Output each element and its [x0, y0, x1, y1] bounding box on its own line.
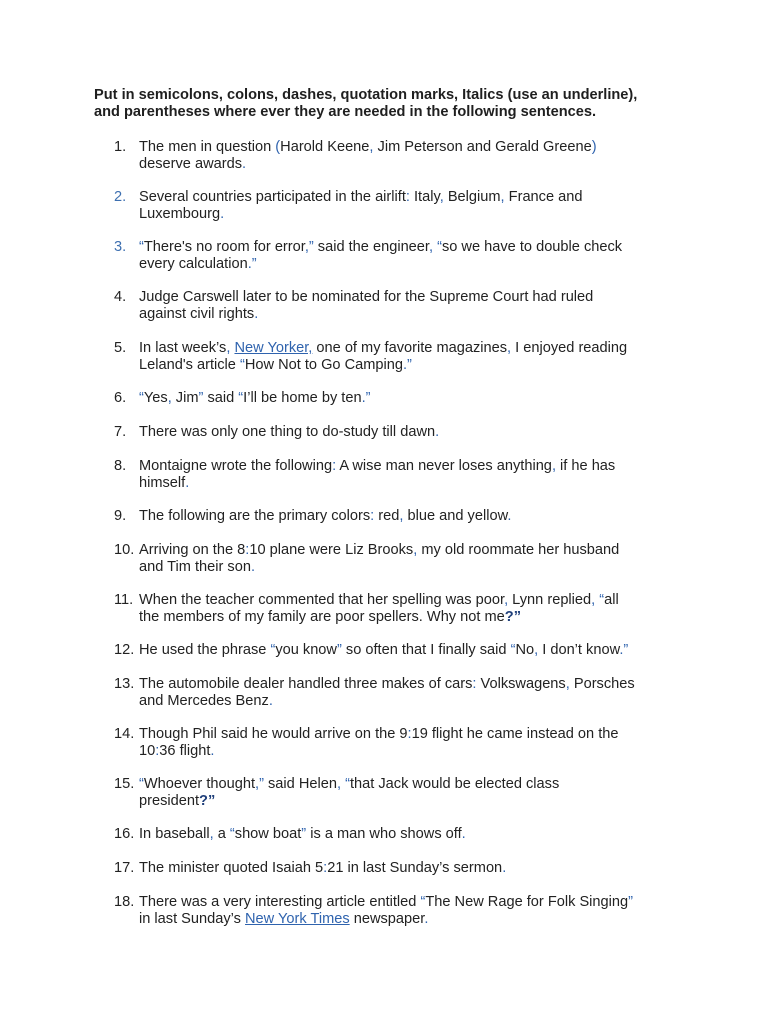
inserted-punctuation: ?”: [199, 793, 216, 809]
inserted-punctuation: ,: [209, 826, 214, 842]
sentence-text: In baseball: [139, 826, 210, 842]
sentence-text: France and: [504, 189, 583, 205]
sentence-line: [139, 239, 679, 256]
item-sentence: [139, 289, 679, 323]
sentence-text: Jim: [171, 390, 199, 406]
sentence-text: deserve awards: [139, 156, 243, 172]
sentence-text: all: [604, 592, 619, 608]
sentence-text: Arriving on the 8: [139, 542, 246, 558]
sentence-text: There was a very interesting article entitled: [139, 894, 421, 910]
inserted-punctuation: .: [435, 424, 440, 440]
sentence-text: said: [203, 390, 239, 406]
item-sentence: [139, 189, 679, 223]
sentence-text: Porsches: [569, 676, 635, 692]
sentence-text: 36 flight: [159, 743, 211, 759]
item-number: 15.: [114, 776, 135, 792]
inserted-punctuation: ,: [439, 189, 444, 205]
item-sentence: [139, 642, 679, 659]
sentence-text: The following are the primary colors: [139, 508, 371, 524]
sentence-text: Harold Keene: [280, 139, 370, 155]
sentence-text: that Jack would be elected class: [349, 776, 560, 792]
inserted-punctuation: “: [345, 776, 350, 792]
inserted-punctuation: .: [210, 743, 215, 759]
sentence-text: No: [515, 642, 535, 658]
inserted-punctuation: :: [407, 726, 412, 742]
inserted-punctuation: .: [461, 826, 466, 842]
inserted-punctuation: ”: [628, 894, 634, 910]
sentence-text: Montaigne wrote the following: [139, 458, 333, 474]
sentence-text: Though Phil said he would arrive on the 9: [139, 726, 408, 742]
sentence-text: How Not to Go Camping: [244, 357, 403, 373]
inserted-punctuation: ,: [500, 189, 505, 205]
sentence-line: [139, 458, 679, 475]
sentence-text: I enjoyed reading: [511, 340, 628, 356]
sentence-text: Yes: [143, 390, 168, 406]
inserted-punctuation: “: [599, 592, 605, 608]
sentence-text: I’ll be home by ten: [243, 390, 362, 406]
item-number: 12.: [114, 642, 135, 658]
sentence-text: Luxembourg: [139, 206, 221, 222]
instructions-line: and parentheses where ever they are needed in the following sentences.: [94, 104, 597, 120]
item-number: 7.: [114, 424, 127, 440]
sentence-text: I don’t know: [538, 642, 620, 658]
item-number: 4.: [114, 289, 127, 305]
inserted-punctuation: ,: [591, 592, 596, 608]
sentence-text: Several countries participated in the airlift: [139, 189, 406, 205]
inserted-punctuation: .: [220, 206, 225, 222]
sentence-text: Belgium: [443, 189, 501, 205]
instructions-line: Put in semicolons, colons, dashes, quotation marks, Italics (use an underline),: [94, 87, 638, 103]
sentence-line: [139, 475, 679, 492]
sentence-line: [139, 206, 679, 223]
inserted-punctuation: :: [405, 189, 410, 205]
sentence-line: [139, 390, 679, 407]
item-sentence: [139, 424, 679, 441]
inserted-punctuation: ,: [551, 458, 556, 474]
sentence-line: [139, 860, 679, 877]
sentence-text: you know: [275, 642, 337, 658]
sentence-line: [139, 139, 679, 156]
item-number: 2.: [114, 189, 127, 205]
item-sentence: [139, 542, 679, 576]
sentence-text: The automobile dealer handled three makes of cars: [139, 676, 473, 692]
sentence-text: Judge Carswell later to be nominated for the Supreme Court had ruled: [139, 289, 594, 305]
sentence-text: A wise man never loses anything: [336, 458, 552, 474]
underlined-title: New Yorker,: [234, 340, 313, 356]
sentence-line: [139, 693, 679, 710]
inserted-punctuation: .: [242, 156, 247, 172]
sentence-text: the members of my family are poor spellers. Why not me: [139, 609, 505, 625]
sentence-text: blue and yellow: [403, 508, 508, 524]
item-number: 13.: [114, 676, 135, 692]
item-number: 3.: [114, 239, 127, 255]
sentence-text: Jim Peterson and Gerald Greene: [373, 139, 592, 155]
item-sentence: [139, 860, 679, 877]
sentence-text: show boat: [234, 826, 302, 842]
sentence-line: [139, 189, 679, 206]
sentence-text: my old roommate her husband: [417, 542, 620, 558]
inserted-punctuation: :: [370, 508, 375, 524]
sentence-text: and Tim their son: [139, 559, 251, 575]
sentence-text: newspaper: [349, 911, 425, 927]
inserted-punctuation: .: [424, 911, 429, 927]
sentence-text: every calculation: [139, 256, 248, 272]
item-number: 6.: [114, 390, 127, 406]
inserted-punctuation: “: [139, 390, 144, 406]
sentence-text: 10 plane were Liz Brooks: [249, 542, 414, 558]
sentence-text: president: [139, 793, 200, 809]
inserted-punctuation: .: [250, 559, 256, 575]
sentence-line: [139, 424, 679, 441]
sentence-line: [139, 743, 679, 760]
item-sentence: [139, 894, 679, 928]
item-sentence: [139, 390, 679, 407]
sentence-text: When the teacher commented that her spelling was poor: [139, 592, 505, 608]
sentence-line: [139, 340, 679, 357]
sentence-line: [139, 826, 679, 843]
inserted-punctuation: .: [502, 860, 507, 876]
sentence-line: [139, 542, 679, 559]
sentence-text: The New Rage for Folk Singing: [425, 894, 629, 910]
sentence-text: said the engineer: [313, 239, 429, 255]
sentence-text: if he has: [556, 458, 616, 474]
inserted-punctuation: .”: [403, 357, 412, 373]
sentence-text: Leland's article: [139, 357, 240, 373]
inserted-punctuation: :: [323, 860, 328, 876]
item-number: 17.: [114, 860, 135, 876]
sentence-text: himself: [139, 475, 186, 491]
sentence-text: There was only one thing to do-study till dawn: [139, 424, 436, 440]
instructions: [94, 87, 694, 121]
sentence-text: 19 flight he came instead on the: [411, 726, 619, 742]
inserted-punctuation: ,: [507, 340, 512, 356]
inserted-punctuation: ”: [336, 642, 342, 658]
item-sentence: [139, 776, 679, 810]
inserted-punctuation: ,: [413, 542, 418, 558]
sentence-text: so we have to double check: [441, 239, 623, 255]
inserted-punctuation: :: [155, 743, 160, 759]
inserted-punctuation: ”: [198, 390, 204, 406]
sentence-text: The men in question: [139, 139, 276, 155]
inserted-punctuation: ”: [301, 826, 307, 842]
item-sentence: [139, 508, 679, 525]
inserted-punctuation: ,: [565, 676, 570, 692]
item-number: 1.: [114, 139, 127, 155]
inserted-punctuation: ,: [369, 139, 374, 155]
item-number: 10.: [114, 542, 135, 558]
sentence-text: 21 in last Sunday’s sermon: [327, 860, 503, 876]
sentence-line: [139, 776, 679, 793]
inserted-punctuation: ,: [428, 239, 434, 255]
sentence-text: Volkswagens: [476, 676, 566, 692]
inserted-punctuation: :: [472, 676, 477, 692]
inserted-punctuation: .”: [361, 390, 371, 406]
sentence-text: against civil rights: [139, 306, 255, 322]
item-number: 8.: [114, 458, 127, 474]
sentence-line: [139, 508, 679, 525]
sentence-line: [139, 306, 679, 323]
inserted-punctuation: “: [139, 776, 144, 792]
sentence-text: He used the phrase: [139, 642, 271, 658]
inserted-punctuation: .: [254, 306, 259, 322]
inserted-punctuation: “: [420, 894, 426, 910]
inserted-punctuation: “: [139, 239, 144, 255]
sentence-line: [139, 156, 679, 173]
inserted-punctuation: ,: [167, 390, 172, 406]
item-sentence: [139, 726, 679, 760]
sentence-text: red: [374, 508, 400, 524]
item-sentence: [139, 676, 679, 710]
inserted-punctuation: ,”: [304, 239, 314, 255]
inserted-punctuation: .: [185, 475, 190, 491]
sentence-line: [139, 592, 679, 609]
sentence-line: [139, 357, 679, 374]
sentence-text: Whoever thought: [143, 776, 256, 792]
item-sentence: [139, 340, 679, 374]
item-sentence: [139, 592, 679, 626]
sentence-text: In last week’s: [139, 340, 227, 356]
inserted-punctuation: “: [437, 239, 442, 255]
inserted-punctuation: :: [332, 458, 337, 474]
item-number: 16.: [114, 826, 135, 842]
inserted-punctuation: .”: [619, 642, 629, 658]
inserted-punctuation: ,: [336, 776, 342, 792]
inserted-punctuation: :: [245, 542, 250, 558]
sentence-text: and Mercedes Benz: [139, 693, 269, 709]
item-number: 14.: [114, 726, 135, 742]
item-number: 11.: [114, 592, 134, 608]
inserted-punctuation: “: [229, 826, 235, 842]
inserted-punctuation: ,: [504, 592, 509, 608]
item-sentence: [139, 458, 679, 492]
item-number: 9.: [114, 508, 127, 524]
inserted-punctuation: .: [268, 693, 273, 709]
inserted-punctuation: (: [275, 139, 281, 155]
inserted-punctuation: “: [510, 642, 516, 658]
sentence-text: one of my favorite magazines: [312, 340, 508, 356]
sentence-text: Lynn replied: [508, 592, 592, 608]
sentence-line: [139, 676, 679, 693]
sentence-line: [139, 911, 679, 928]
sentence-line: [139, 726, 679, 743]
inserted-punctuation: ): [591, 139, 597, 155]
sentence-line: [139, 894, 679, 911]
item-number: 18.: [114, 894, 135, 910]
inserted-punctuation: “: [238, 390, 244, 406]
inserted-punctuation: ,”: [255, 776, 264, 792]
sentence-line: [139, 793, 679, 810]
sentence-text: 10: [139, 743, 156, 759]
sentence-text: Italy: [409, 189, 440, 205]
item-sentence: [139, 826, 679, 843]
sentence-line: [139, 559, 679, 576]
item-number: 5.: [114, 340, 127, 356]
inserted-punctuation: ,: [226, 340, 231, 356]
sentence-text: is a man who shows off: [306, 826, 462, 842]
sentence-line: [139, 642, 679, 659]
inserted-punctuation: .: [507, 508, 512, 524]
inserted-punctuation: ?”: [504, 609, 521, 625]
sentence-line: [139, 289, 679, 306]
inserted-punctuation: “: [270, 642, 276, 658]
sentence-text: in last Sunday’s: [139, 911, 246, 927]
inserted-punctuation: ,: [534, 642, 539, 658]
sentence-text: said Helen: [263, 776, 337, 792]
inserted-punctuation: ,: [399, 508, 404, 524]
sentence-text: a: [213, 826, 230, 842]
sentence-line: [139, 609, 679, 626]
inserted-punctuation: .”: [247, 256, 257, 272]
sentence-text: There's no room for error: [143, 239, 305, 255]
underlined-title: New York Times: [245, 911, 350, 927]
item-sentence: [139, 239, 679, 273]
sentence-line: [139, 256, 679, 273]
inserted-punctuation: “: [239, 357, 245, 373]
sentence-text: The minister quoted Isaiah 5: [139, 860, 324, 876]
item-sentence: [139, 139, 679, 173]
sentence-text: so often that I finally said: [341, 642, 511, 658]
